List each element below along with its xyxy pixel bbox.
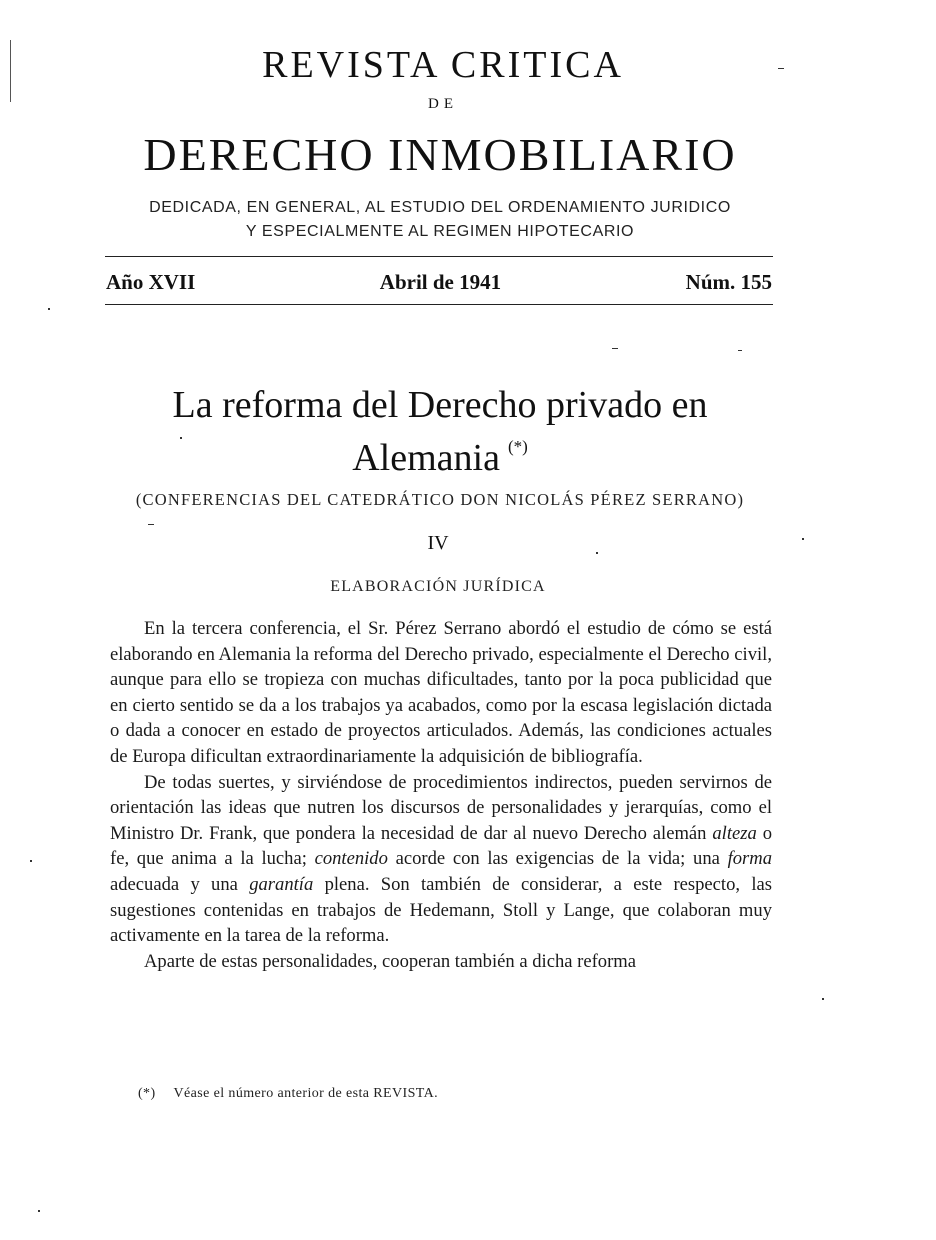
section-number: IV [427,532,449,554]
footnote-mark: (*) [138,1086,156,1101]
emphasis-contenido: contenido [314,848,388,870]
scan-speck [30,860,32,862]
paragraph-2-text: plena. Son también de considerar, a este respecto, las sugestiones contenidas en trabajos de Hedemann, Stoll y Lange, que colaboran muy activamente en la tarea de la reforma. [110,873,772,947]
scan-speck [38,1210,40,1212]
article-subtitle: (CONFERENCIAS DEL CATEDRÁTICO DON NICOLÁS PÉREZ SERRANO) [135,490,745,509]
paragraph-2-text: o fe, que anima a la lucha; [110,822,772,870]
dedication-line-1: DEDICADA, EN GENERAL, AL ESTUDIO DEL ORDENAMIENTO JURIDICO [149,199,731,216]
article-body [110,616,772,974]
emphasis-garantia: garantía [249,873,314,895]
scan-speck [802,538,804,540]
article-title [90,384,790,479]
scan-speck [738,350,742,351]
scan-speck [822,998,824,1000]
scan-speck [778,68,784,69]
footnote-text: Véase el número anterior de esta REVISTA. [173,1086,439,1101]
journal-de: DE [428,96,458,112]
scan-speck [180,437,182,439]
article-title-line-2 [90,426,790,479]
footnote [138,1086,438,1102]
scan-speck [148,524,154,525]
emphasis-alteza: alteza [712,822,757,844]
scan-speck [612,348,618,349]
article-title-line-2-text: Alemania [352,437,500,479]
dedication-line-2: Y ESPECIALMENTE AL REGIMEN HIPOTECARIO [245,223,635,240]
paragraph-2 [110,770,772,949]
issue-date: Abril de 1941 [379,270,502,294]
scan-speck [596,552,598,554]
scan-speck [48,308,50,310]
paragraph-3: Aparte de estas personalidades, cooperan también a dicha reforma [144,950,636,972]
issue-year: Año XVII [106,270,196,294]
paragraph-2-text: acorde con las exigencias de la vida; una [387,848,728,870]
journal-title: REVISTA CRITICA [262,44,624,86]
paragraph-2-text: adecuada y una [110,873,250,895]
issue-line [106,270,772,295]
section-title: ELABORACIÓN JURÍDICA [330,578,546,595]
header-rule-top [105,256,773,257]
journal-name: DERECHO INMOBILIARIO [143,129,737,180]
footnote-reference: (*) [507,437,528,456]
journal-dedication [100,196,780,244]
article-title-line-1: La reforma del Derecho privado en [172,384,708,426]
issue-number: Núm. 155 [685,270,772,294]
emphasis-forma: forma [727,848,772,870]
paragraph-2-text: De todas suertes, y sirviéndose de procedimientos indirectos, pueden servirnos de orientación las ideas que nutren los discursos de personalidades y jerarquías, como el Ministro Dr. Frank, que pondera la necesidad de dar al nuevo Derecho alemán [110,771,772,844]
header-rule-bottom [105,304,773,305]
paragraph-1: En la tercera conferencia, el Sr. Pérez Serrano abordó el estudio de cómo se está elaborando en Alemania la reforma del Derecho privado, especialmente el Derecho civil, aunque para ello se tropieza con muchas dificultades, tanto por la poca publicidad que en cierto sentido se da a los trabajos ya acabados, como por la escasa legislación dictada o dada a conocer en estado de proyectos articulados. Además, las condiciones actuales de Europa dificultan extraordinariamente la adquisición de bibliografía. [110,618,772,767]
